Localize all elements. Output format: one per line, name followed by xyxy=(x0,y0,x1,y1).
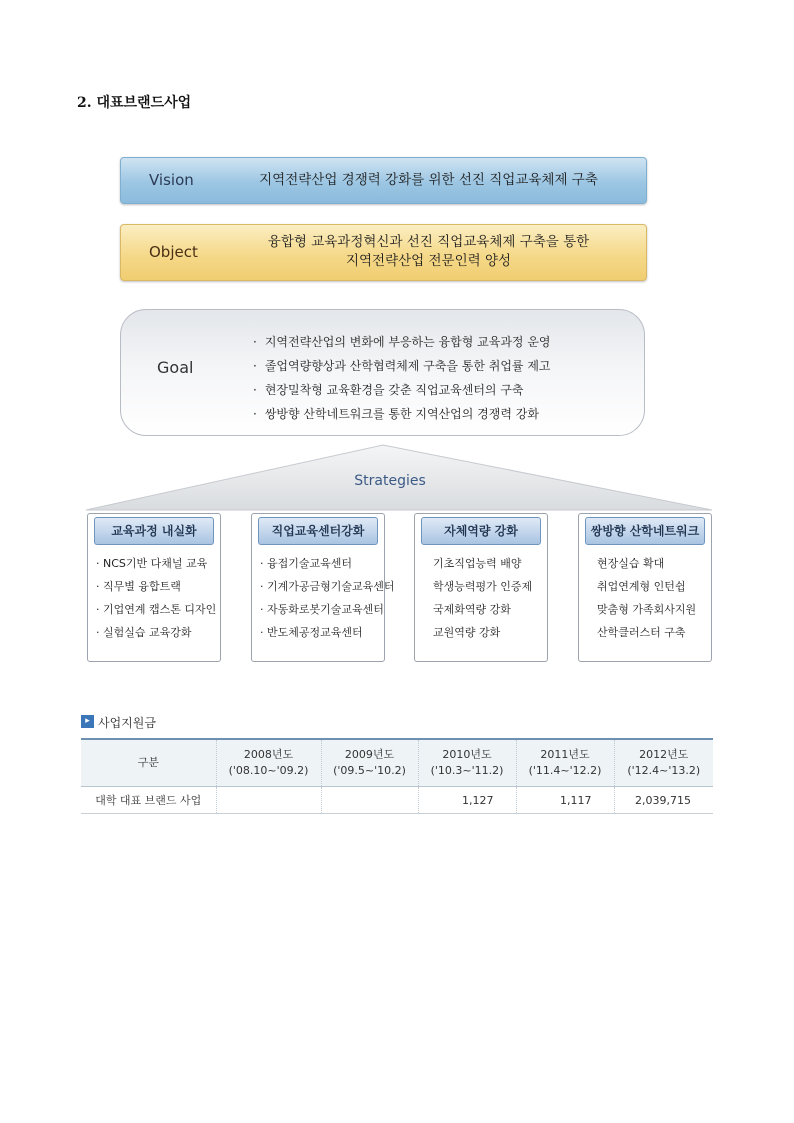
object-line-2: 지역전략산업 전문인력 양성 xyxy=(345,253,512,269)
header-year-period: ('10.3~'11.2) xyxy=(430,764,504,777)
strategy-item: · 직무별 융합트랙 xyxy=(96,575,216,598)
header-year xyxy=(216,739,321,787)
section-title: 2. 대표브랜드사업 xyxy=(77,95,192,111)
strategy-item: · 융접기술교육센터 xyxy=(260,552,395,575)
strategy-card-capacity xyxy=(414,513,548,662)
funding-title-text: 사업지원금 xyxy=(98,716,156,730)
arrow-right-icon: ▸ xyxy=(81,715,94,728)
header-year-label: 2011년도 xyxy=(540,748,590,761)
strategy-card-curriculum xyxy=(87,513,221,662)
strategy-item: 교원역량 강화 xyxy=(433,626,501,639)
strategy-card-title: 자체역량 강화 xyxy=(421,517,541,545)
header-year-period: ('12.4~'13.2) xyxy=(627,764,701,777)
strategy-item: · 실험실습 교육강화 xyxy=(96,621,216,644)
goal-item: · 지역전략산업의 변화에 부응하는 융합형 교육과정 운영 xyxy=(253,330,551,354)
vision-text: 지역전략산업 경쟁력 강화를 위한 선진 직업교육체제 구축 xyxy=(259,172,598,188)
header-year xyxy=(418,739,516,787)
table-cell: 2,039,715 xyxy=(614,787,713,814)
header-year xyxy=(516,739,614,787)
header-year-label: 2008년도 xyxy=(243,748,294,761)
header-year xyxy=(321,739,418,787)
table-cell xyxy=(321,787,418,814)
table-cell: 1,127 xyxy=(418,787,516,814)
header-year-period: ('08.10~'09.2) xyxy=(228,764,309,777)
vision-bar xyxy=(120,157,647,204)
header-year-period: ('11.4~'12.2) xyxy=(528,764,602,777)
strategy-item: 학생능력평가 인증제 xyxy=(433,580,533,593)
strategy-item: · 자동화로봇기술교육센터 xyxy=(260,598,395,621)
table-cell xyxy=(216,787,321,814)
goal-label: Goal xyxy=(157,358,194,377)
object-bar xyxy=(120,224,647,281)
strategy-list xyxy=(96,552,216,644)
header-year xyxy=(614,739,713,787)
strategy-item: · 기업연계 캡스톤 디자인 xyxy=(96,598,216,621)
header-year-label: 2012년도 xyxy=(639,748,689,761)
goal-item: · 현장밀착형 교육환경을 갖춘 직업교육센터의 구축 xyxy=(253,378,551,402)
goal-item: · 쌍방향 산학네트워크를 통한 지역산업의 경쟁력 강화 xyxy=(253,402,551,426)
strategy-item: · 기계가공금형기술교육센터 xyxy=(260,575,395,598)
strategy-list xyxy=(260,552,395,644)
strategies-label: Strategies xyxy=(354,473,426,489)
strategy-item: 현장실습 확대 xyxy=(597,557,665,570)
strategy-card-title: 직업교육센터강화 xyxy=(258,517,378,545)
strategy-item: · NCS기반 다채널 교육 xyxy=(96,552,216,575)
object-text xyxy=(231,233,626,271)
strategy-item: · 반도체공정교육센터 xyxy=(260,621,395,644)
strategy-item: 국제화역량 강화 xyxy=(433,603,511,616)
row-label: 대학 대표 브랜드 사업 xyxy=(81,787,216,814)
object-label: Object xyxy=(149,243,198,261)
table-row xyxy=(81,787,713,814)
header-year-period: ('09.5~'10.2) xyxy=(333,764,406,777)
table-header-row xyxy=(81,739,713,787)
header-year-label: 2009년도 xyxy=(344,748,395,761)
goal-item: · 졸업역량향상과 산학협력체제 구축을 통한 취업률 제고 xyxy=(253,354,551,378)
strategy-item: 산학클러스터 구축 xyxy=(597,626,686,639)
strategy-item: 맞춤형 가족회사지원 xyxy=(597,603,697,616)
table-cell: 1,117 xyxy=(516,787,614,814)
object-line-1: 융합형 교육과정혁신과 선진 직업교육체제 구축을 통한 xyxy=(267,234,590,250)
header-year-label: 2010년도 xyxy=(442,748,492,761)
strategy-list xyxy=(597,552,696,644)
goal-list xyxy=(253,330,551,426)
funding-table xyxy=(81,738,713,814)
strategy-card-center xyxy=(251,513,395,662)
goal-box xyxy=(120,309,645,436)
strategy-list xyxy=(433,552,532,644)
header-category: 구분 xyxy=(81,739,216,787)
strategy-card-network xyxy=(578,513,712,662)
strategy-card-title: 쌍방향 산학네트워크 xyxy=(585,517,705,545)
strategy-item: 취업연계형 인턴쉽 xyxy=(597,580,686,593)
strategy-item: 기초직업능력 배양 xyxy=(433,557,522,570)
vision-label: Vision xyxy=(149,171,194,189)
strategy-card-title: 교육과정 내실화 xyxy=(94,517,214,545)
